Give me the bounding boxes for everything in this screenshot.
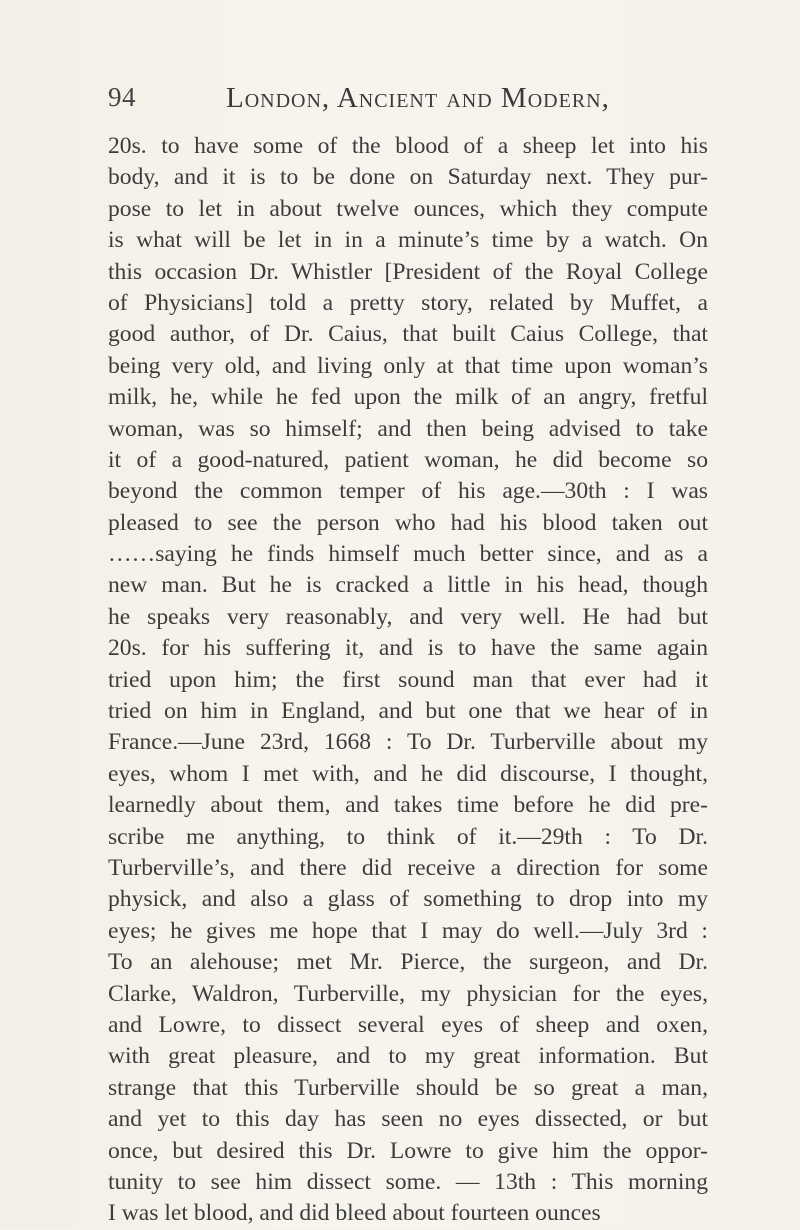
text-line: eyes, whom I met with, and he did discourse, I thought, — [108, 760, 708, 787]
text-line: this occasion Dr. Whistler [President of the Royal College — [108, 258, 708, 285]
text-line: and Lowre, to dissect several eyes of sheep and oxen, — [108, 1011, 708, 1038]
text-line: scribe me anything, to think of it.—29th : To Dr. — [108, 823, 708, 850]
text-line: milk, he, while he fed upon the milk of an angry, fretful — [108, 384, 708, 411]
text-line: ……saying he finds himself much better since, and as a — [108, 541, 708, 568]
body-text — [108, 131, 708, 1230]
text-line: pleased to see the person who had his blood taken out — [108, 509, 708, 536]
text-line: 20s. to have some of the blood of a sheep let into his — [108, 133, 708, 159]
text-line: tried on him in England, and but one that we hear of in — [108, 698, 708, 725]
text-line: he speaks very reasonably, and very well. He had but — [108, 603, 708, 630]
text-line: strange that this Turberville should be so great a man, — [108, 1074, 708, 1101]
page-number: 94 — [108, 82, 136, 112]
text-line: with great pleasure, and to my great information. But — [108, 1043, 708, 1070]
text-line: eyes; he gives me hope that I may do well.—July 3rd : — [108, 917, 708, 944]
text-line: it of a good-natured, patient woman, he did become so — [108, 446, 708, 473]
text-line: I was let blood, and did bleed about fourteen ounces — [108, 1200, 601, 1227]
text-line: pose to let in about twelve ounces, which they compute — [108, 195, 708, 222]
text-line: Clarke, Waldron, Turberville, my physician for the eyes, — [108, 980, 708, 1007]
text-line: physick, and also a glass of something to drop into my — [108, 886, 708, 913]
text-line: good author, of Dr. Caius, that built Caius College, that — [108, 321, 708, 348]
text-line: France.—June 23rd, 1668 : To Dr. Turberville about my — [108, 729, 708, 756]
text-line: woman, was so himself; and then being advised to take — [108, 415, 708, 442]
text-line: of Physicians] told a pretty story, related by Muffet, a — [108, 289, 708, 316]
text-line: tunity to see him dissect some. — 13th : This morning — [108, 1168, 708, 1195]
text-line: is what will be let in in a minute’s time by a watch. On — [108, 227, 708, 254]
page-header — [108, 82, 708, 122]
text-line: body, and it is to be done on Saturday next. They pur- — [108, 164, 708, 191]
text-line: beyond the common temper of his age.—30th : I was — [108, 478, 708, 505]
text-line: Turberville’s, and there did receive a direction for some — [108, 854, 708, 881]
text-line: once, but desired this Dr. Lowre to give him the oppor- — [108, 1137, 708, 1164]
running-head: London, Ancient and Modern, — [226, 82, 610, 114]
text-line: and yet to this day has seen no eyes dissected, or but — [108, 1106, 708, 1133]
text-line: new man. But he is cracked a little in his head, though — [108, 572, 708, 599]
text-line: being very old, and living only at that time upon woman’s — [108, 352, 708, 379]
text-line: To an alehouse; met Mr. Pierce, the surgeon, and Dr. — [108, 949, 708, 976]
text-line: tried upon him; the first sound man that ever had it — [108, 666, 708, 693]
text-line: 20s. for his suffering it, and is to have the same again — [108, 635, 708, 662]
text-line: learnedly about them, and takes time before he did pre- — [108, 792, 708, 819]
